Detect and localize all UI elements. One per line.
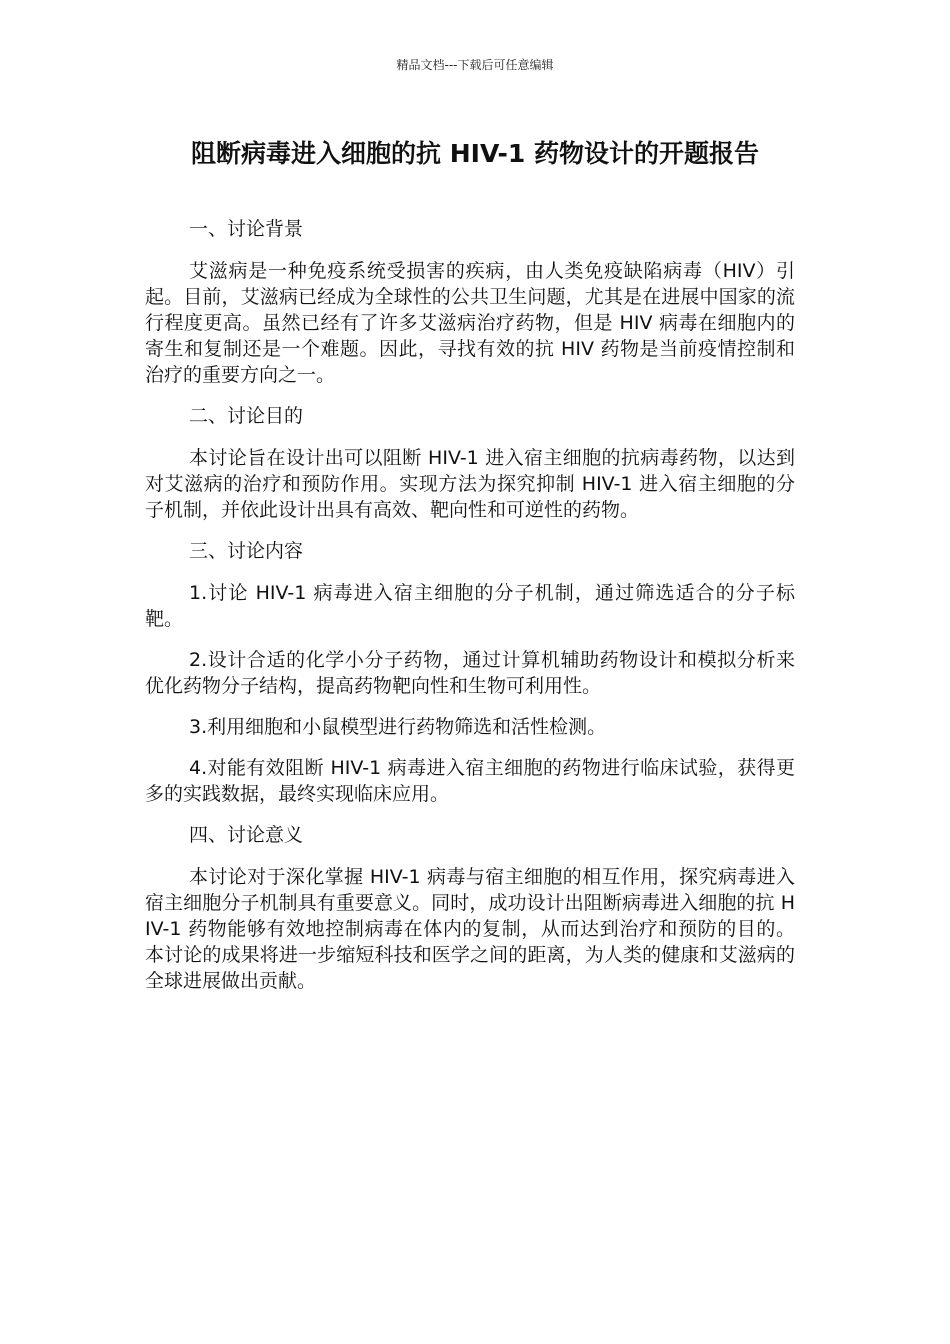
list-item: 2.设计合适的化学小分子药物，通过计算机辅助药物设计和模拟分析来优化药物分子结构，提高药物靶向性和生物可利用性。 (145, 649, 795, 697)
section-heading: 三、讨论内容 (189, 540, 304, 562)
section-heading: 一、讨论背景 (189, 218, 304, 240)
document-body (145, 216, 795, 1009)
section-purpose (145, 403, 795, 523)
section-heading: 二、讨论目的 (189, 405, 304, 427)
section-significance (145, 822, 795, 994)
paragraph: 本讨论旨在设计出可以阻断 HIV-1 进入宿主细胞的抗病毒药物，以达到对艾滋病的治疗和预防作用。实现方法为探究抑制 HIV-1 进入宿主细胞的分子机制，并依此设计出具有高效、靶向性和可逆性的药物。 (145, 447, 795, 521)
list-item: 4.对能有效阻断 HIV-1 病毒进入宿主细胞的药物进行临床试验，获得更多的实践数据，最终实现临床应用。 (145, 757, 795, 805)
page-header: 精品文档---下载后可任意编辑 (396, 58, 554, 72)
section-heading: 四、讨论意义 (189, 824, 304, 846)
paragraph: 艾滋病是一种免疫系统受损害的疾病，由人类免疫缺陷病毒（HIV）引起。目前，艾滋病已经成为全球性的公共卫生问题，尤其是在进展中国家的流行程度更高。虽然已经有了许多艾滋病治疗药物，但是 HIV 病毒在细胞内的寄生和复制还是一个难题。因此，寻找有效的抗 HIV 药物是当前疫情控制和治疗的重要方向之一。 (145, 260, 795, 386)
list-item: 1.讨论 HIV-1 病毒进入宿主细胞的分子机制，通过筛选适合的分子标靶。 (145, 582, 795, 630)
section-content (145, 538, 795, 807)
paragraph: 本讨论对于深化掌握 HIV-1 病毒与宿主细胞的相互作用，探究病毒进入宿主细胞分子机制具有重要意义。同时，成功设计出阻断病毒进入细胞的抗 HIV-1 药物能够有效地控制病毒在体内的复制，从而达到治疗和预防的目的。本讨论的成果将进一步缩短科技和医学之间的距离，为人类的健康和艾滋病的全球进展做出贡献。 (145, 866, 795, 992)
list-item: 3.利用细胞和小鼠模型进行药物筛选和活性检测。 (189, 716, 607, 738)
document-title: 阻断病毒进入细胞的抗 HIV-1 药物设计的开题报告 (191, 139, 759, 168)
section-background (145, 216, 795, 388)
